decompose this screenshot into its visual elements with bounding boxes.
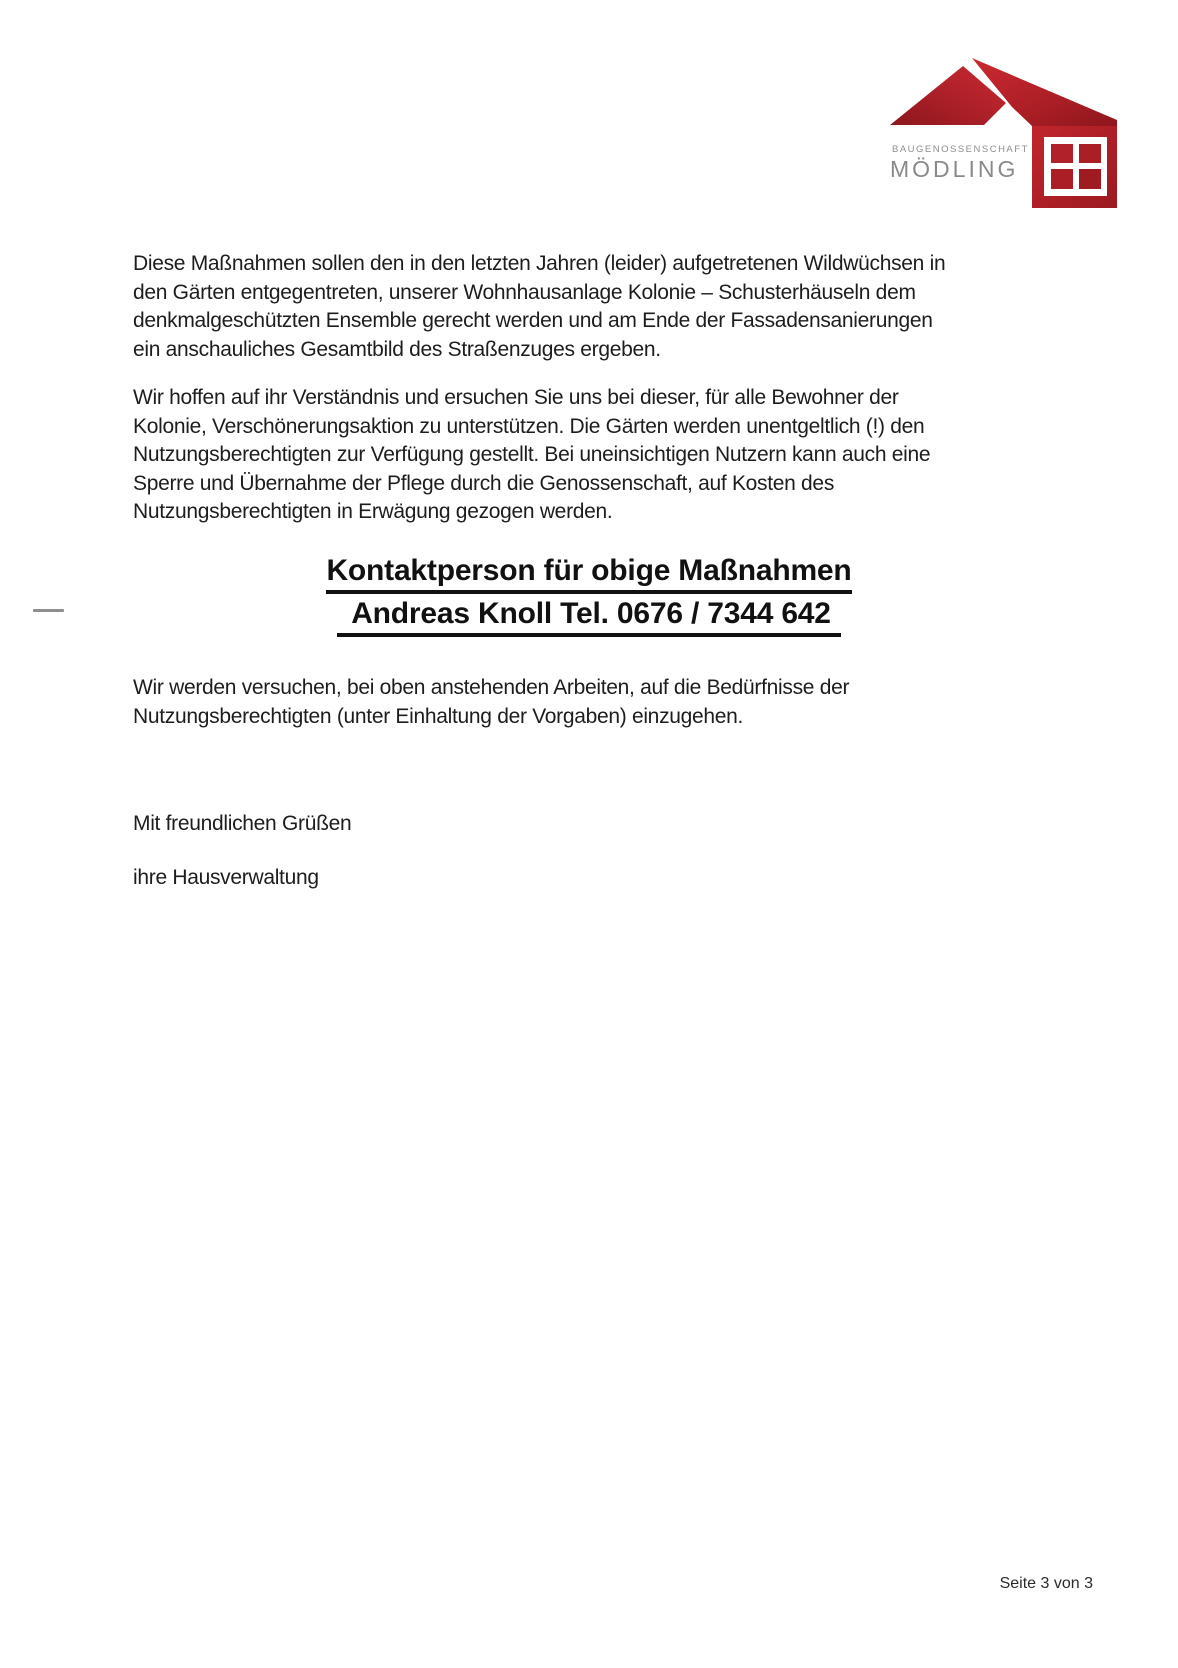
paragraph-line: ein anschauliches Gesamtbild des Straßenzuges ergeben. [133,337,661,361]
paragraph-needs [133,674,849,731]
contact-person-name-phone: Andreas Knoll Tel. 0676 / 7344 642 [337,597,841,637]
logo-org-name: BAUGENOSSENSCHAFT [892,144,1029,155]
paragraph-line: Nutzungsberechtigten (unter Einhaltung der Vorgaben) einzugehen. [133,704,744,728]
paragraph-line: Wir werden versuchen, bei oben anstehenden Arbeiten, auf die Bedürfnisse der [133,676,850,699]
page-number: Seite 3 von 3 [999,1575,1093,1592]
house-roof-icon [830,50,1130,215]
company-logo [830,50,1130,215]
window-pane [1051,169,1073,189]
signature-line: ihre Hausverwaltung [133,866,319,889]
paragraph-line: Kolonie, Verschönerungsaktion zu unterstützen. Die Gärten werden unentgeltlich (!) den [133,414,925,438]
paragraph-appeal [133,384,930,527]
paragraph-line: Diese Maßnahmen sollen den in den letzten Jahren (leider) aufgetretenen Wildwüchsen in [133,252,946,275]
paragraph-line: Sperre und Übernahme der Pflege durch die Genossenschaft, auf Kosten des [133,471,835,495]
window-pane [1079,169,1101,189]
closing-greeting: Mit freundlichen Grüßen [133,812,352,835]
window-pane [1079,144,1101,163]
contact-heading [0,554,1178,594]
contact-heading-title: Kontaktperson für obige Maßnahmen [326,554,851,594]
paragraph-line: denkmalgeschützten Ensemble gerecht werden und am Ende der Fassadensanierungen [133,309,933,332]
paragraph-line: Nutzungsberechtigten in Erwägung gezogen werden. [133,500,613,523]
logo-city-name: MÖDLING [890,156,1019,182]
paragraph-line: Nutzungsberechtigten zur Verfügung gestellt. Bei uneinsichtigen Nutzern kann auch eine [133,443,931,466]
paragraph-measures [133,250,945,364]
contact-person-line [0,597,1178,637]
fold-mark [33,609,64,612]
roof-right-panel [972,58,1117,126]
paragraph-line: Wir hoffen auf ihr Verständnis und ersuchen Sie uns bei dieser, für alle Bewohner der [133,386,899,409]
paragraph-line: den Gärten entgegentreten, unserer Wohnhausanlage Kolonie – Schusterhäuseln dem [133,280,916,304]
window-pane [1051,144,1073,163]
